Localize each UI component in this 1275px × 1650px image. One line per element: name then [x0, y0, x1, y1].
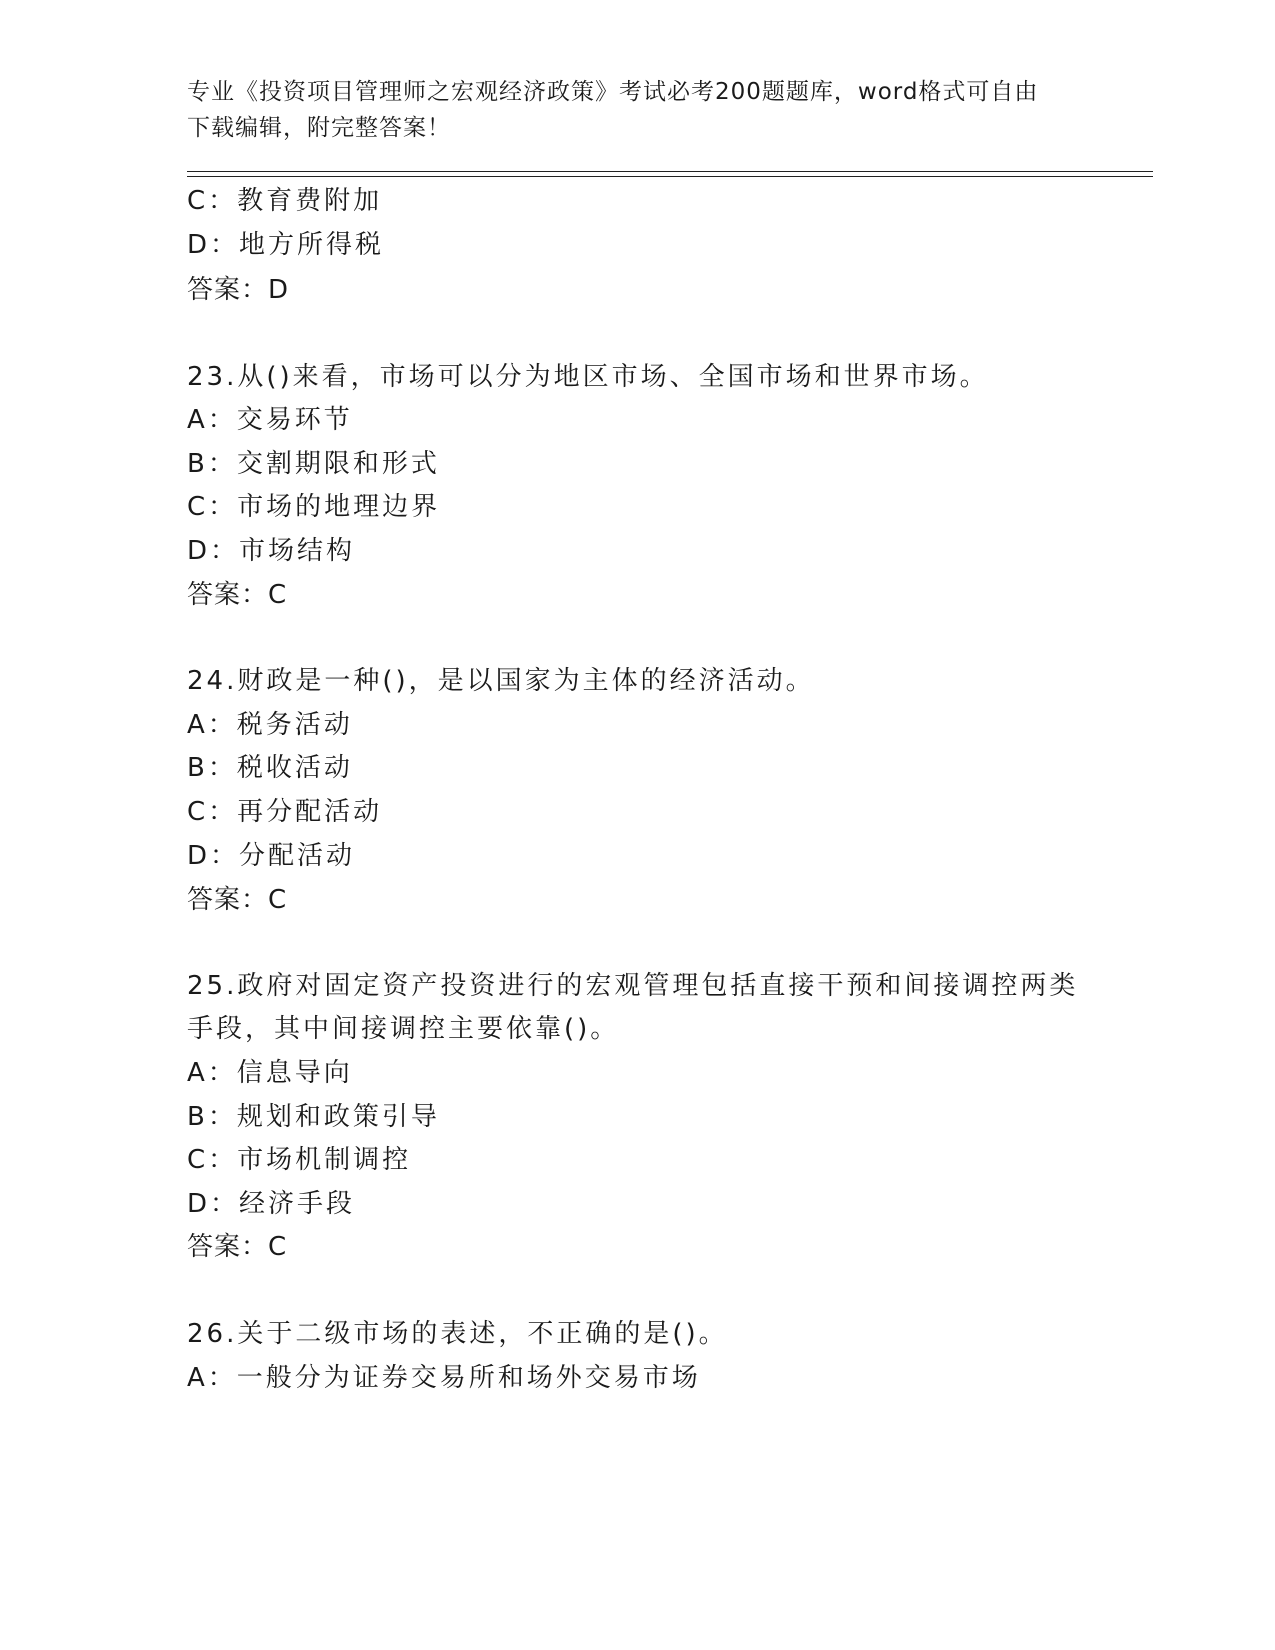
- question-24-option-d: D：分配活动: [187, 841, 356, 871]
- question-23-option-d: D：市场结构: [187, 536, 356, 566]
- question-24-answer: 答案：C: [187, 885, 288, 915]
- question-23-answer: 答案：C: [187, 580, 288, 610]
- question-24-option-c: C：再分配活动: [187, 797, 383, 827]
- question-25-stem-line-2: 手段，其中间接调控主要依靠()。: [187, 1014, 620, 1044]
- question-26-stem: 26.关于二级市场的表述，不正确的是()。: [187, 1319, 728, 1349]
- question-25-answer: 答案：C: [187, 1232, 288, 1262]
- question-24-option-b: B：税收活动: [187, 753, 353, 783]
- header-divider-top: [187, 171, 1153, 172]
- prev-answer: 答案：D: [187, 275, 290, 305]
- header-title-line-2: 下载编辑，附完整答案！: [187, 115, 451, 141]
- question-23-option-a: A：交易环节: [187, 405, 353, 435]
- question-23-option-b: B：交割期限和形式: [187, 449, 440, 479]
- question-25-option-b: B：规划和政策引导: [187, 1102, 440, 1132]
- question-24-option-a: A：税务活动: [187, 710, 353, 740]
- question-24-stem: 24.财政是一种()，是以国家为主体的经济活动。: [187, 666, 815, 696]
- question-25-option-a: A：信息导向: [187, 1058, 353, 1088]
- question-26-option-a: A：一般分为证券交易所和场外交易市场: [187, 1363, 701, 1393]
- question-25-option-d: D：经济手段: [187, 1189, 356, 1219]
- question-25-option-c: C：市场机制调控: [187, 1145, 412, 1175]
- question-25-stem-line-1: 25.政府对固定资产投资进行的宏观管理包括直接干预和间接调控两类: [187, 971, 1079, 1001]
- question-23-stem: 23.从()来看，市场可以分为地区市场、全国市场和世界市场。: [187, 362, 989, 392]
- document-header: [187, 74, 1077, 146]
- header-divider-bottom: [187, 176, 1153, 177]
- prev-option-c: C：教育费附加: [187, 186, 383, 216]
- question-23-option-c: C：市场的地理边界: [187, 492, 441, 522]
- prev-option-d: D：地方所得税: [187, 230, 385, 260]
- header-title-line-1: 专业《投资项目管理师之宏观经济政策》考试必考200题题库，word格式可自由: [187, 79, 1039, 105]
